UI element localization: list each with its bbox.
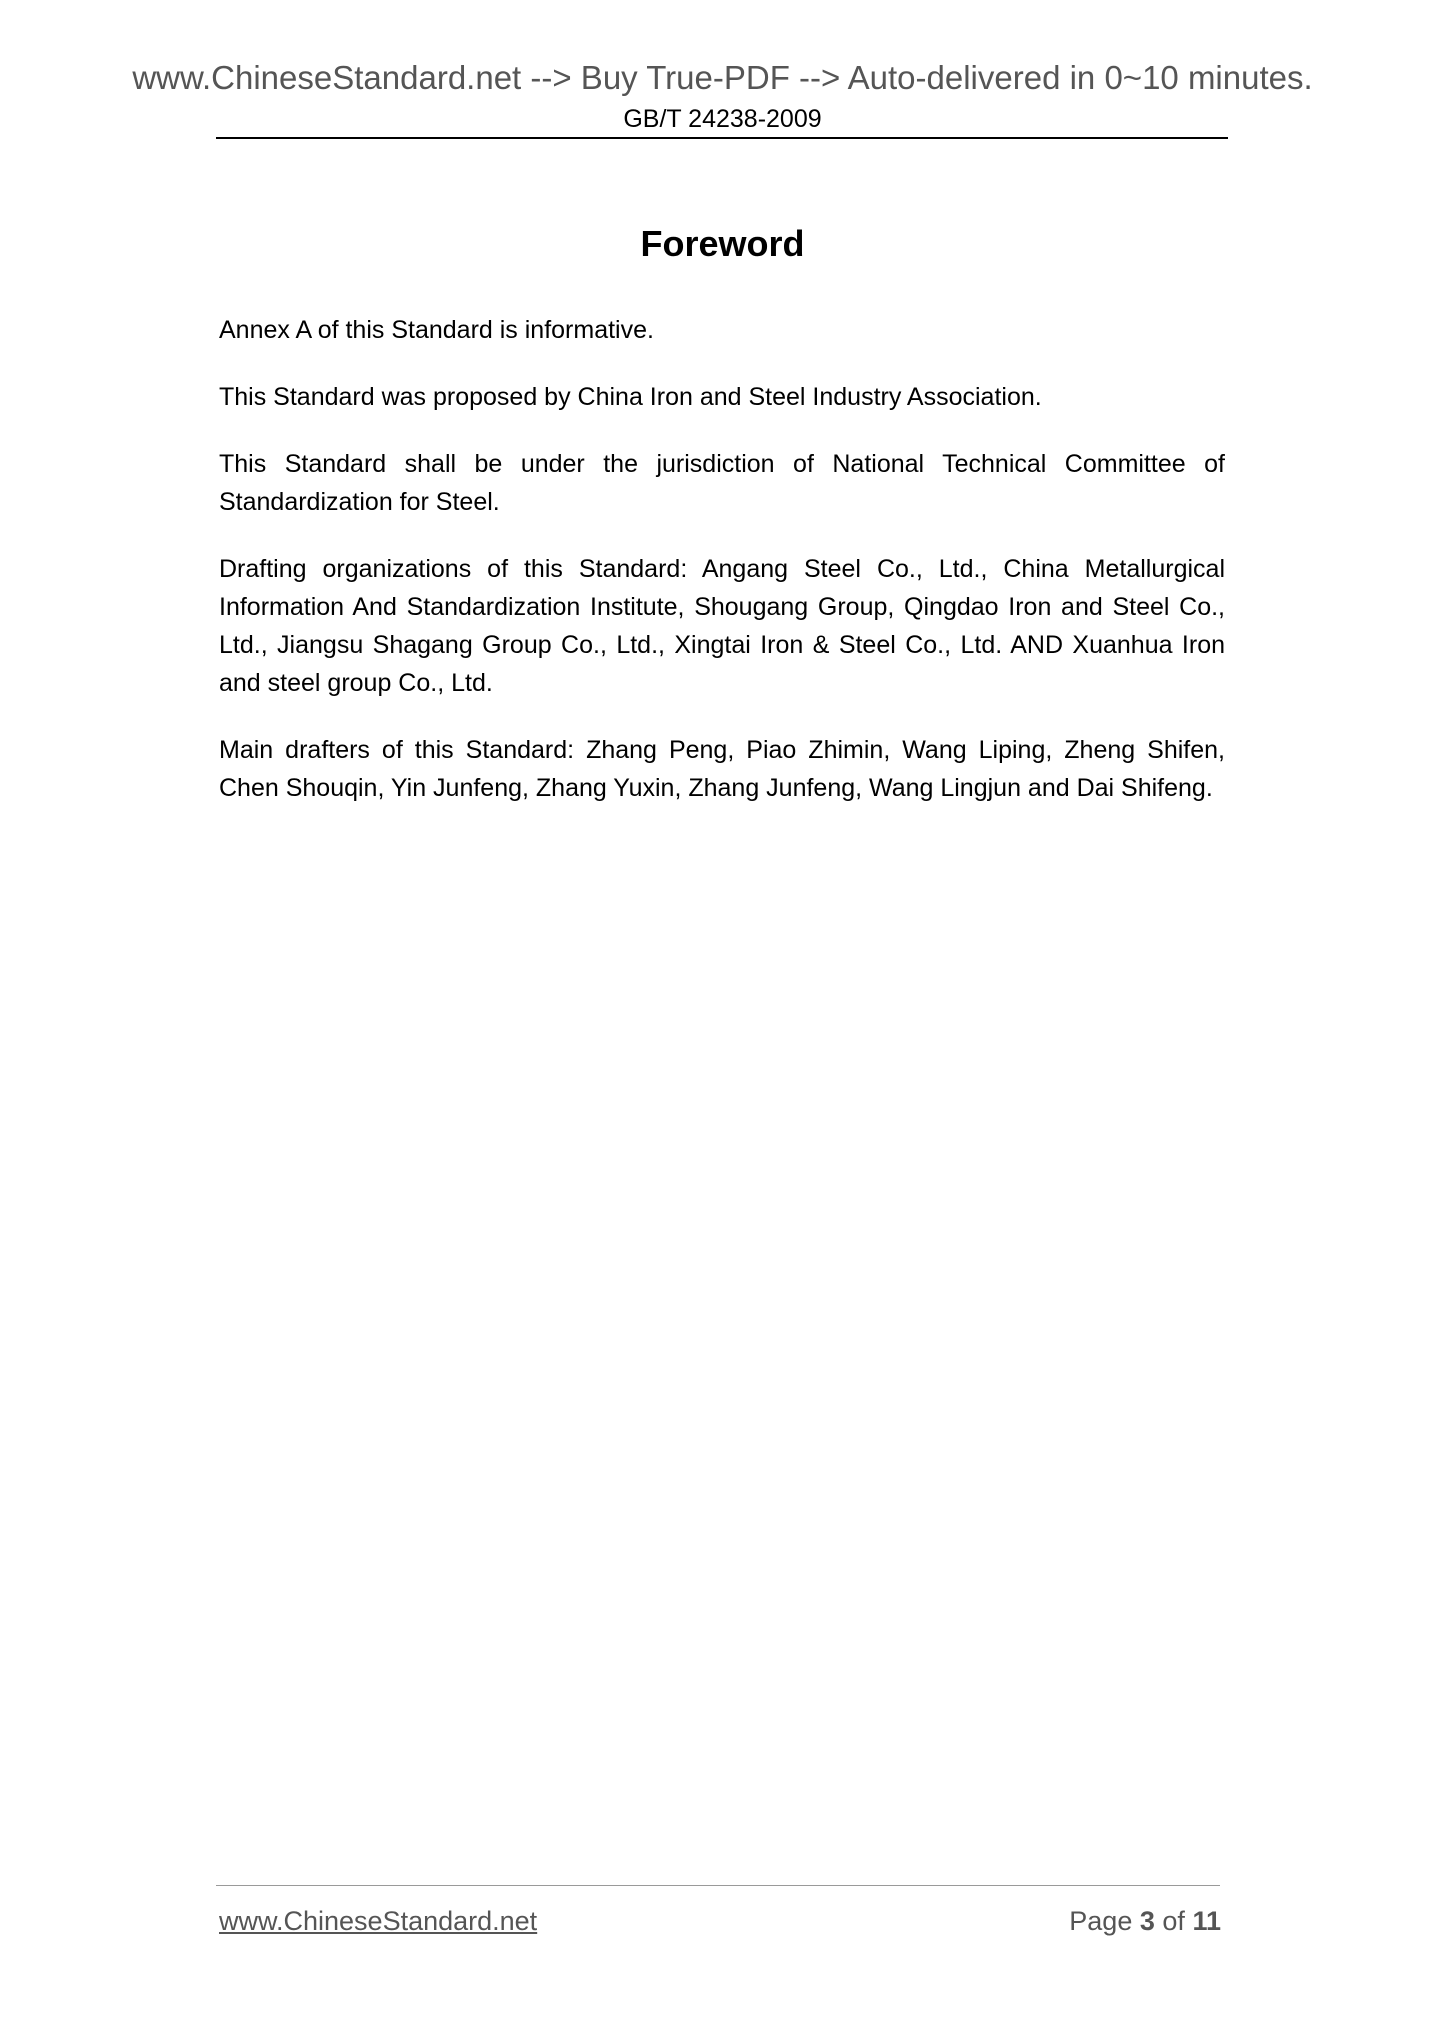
paragraph-proposed-by: This Standard was proposed by China Iron and Steel Industry Association. (219, 383, 1042, 411)
document-code: GB/T 24238-2009 (623, 105, 822, 133)
header-divider (216, 137, 1228, 139)
page-of: of (1162, 1906, 1185, 1936)
page-current: 3 (1139, 1906, 1155, 1936)
page-prefix: Page (1069, 1906, 1133, 1936)
footer-divider (216, 1885, 1220, 1886)
paragraph-annex: Annex A of this Standard is informative. (219, 316, 654, 344)
paragraph-main-drafters: Main drafters of this Standard: Zhang Peng, Piao Zhimin, Wang Liping, Zheng Shifen, Chen Shouqin, Yin Junfeng, Zhang Yuxin, Zhang Junfeng, Wang Lingjun and Dai Shifeng. (219, 736, 1225, 802)
paragraph-drafting-organizations: Drafting organizations of this Standard: Angang Steel Co., Ltd., China Metallurgical Information And Standardization Institute, Shougang Group, Qingdao Iron and Steel Co., Ltd., Jiangsu Shagang Group Co., Ltd., Xingtai Iron & Steel Co., Ltd. AND Xuanhua Iron and steel group Co., Ltd. (219, 555, 1225, 697)
page-number (1069, 1904, 1221, 1938)
paragraph-jurisdiction: This Standard shall be under the jurisdiction of National Technical Committee of Standardization for Steel. (219, 450, 1225, 516)
footer-website-link[interactable]: www.ChineseStandard.net (219, 1906, 538, 1936)
header-banner: www.ChineseStandard.net --> Buy True-PDF --> Auto-delivered in 0~10 minutes. (132, 59, 1313, 96)
foreword-body (219, 311, 1225, 836)
page-total: 11 (1192, 1906, 1221, 1936)
page-title: Foreword (640, 223, 805, 264)
